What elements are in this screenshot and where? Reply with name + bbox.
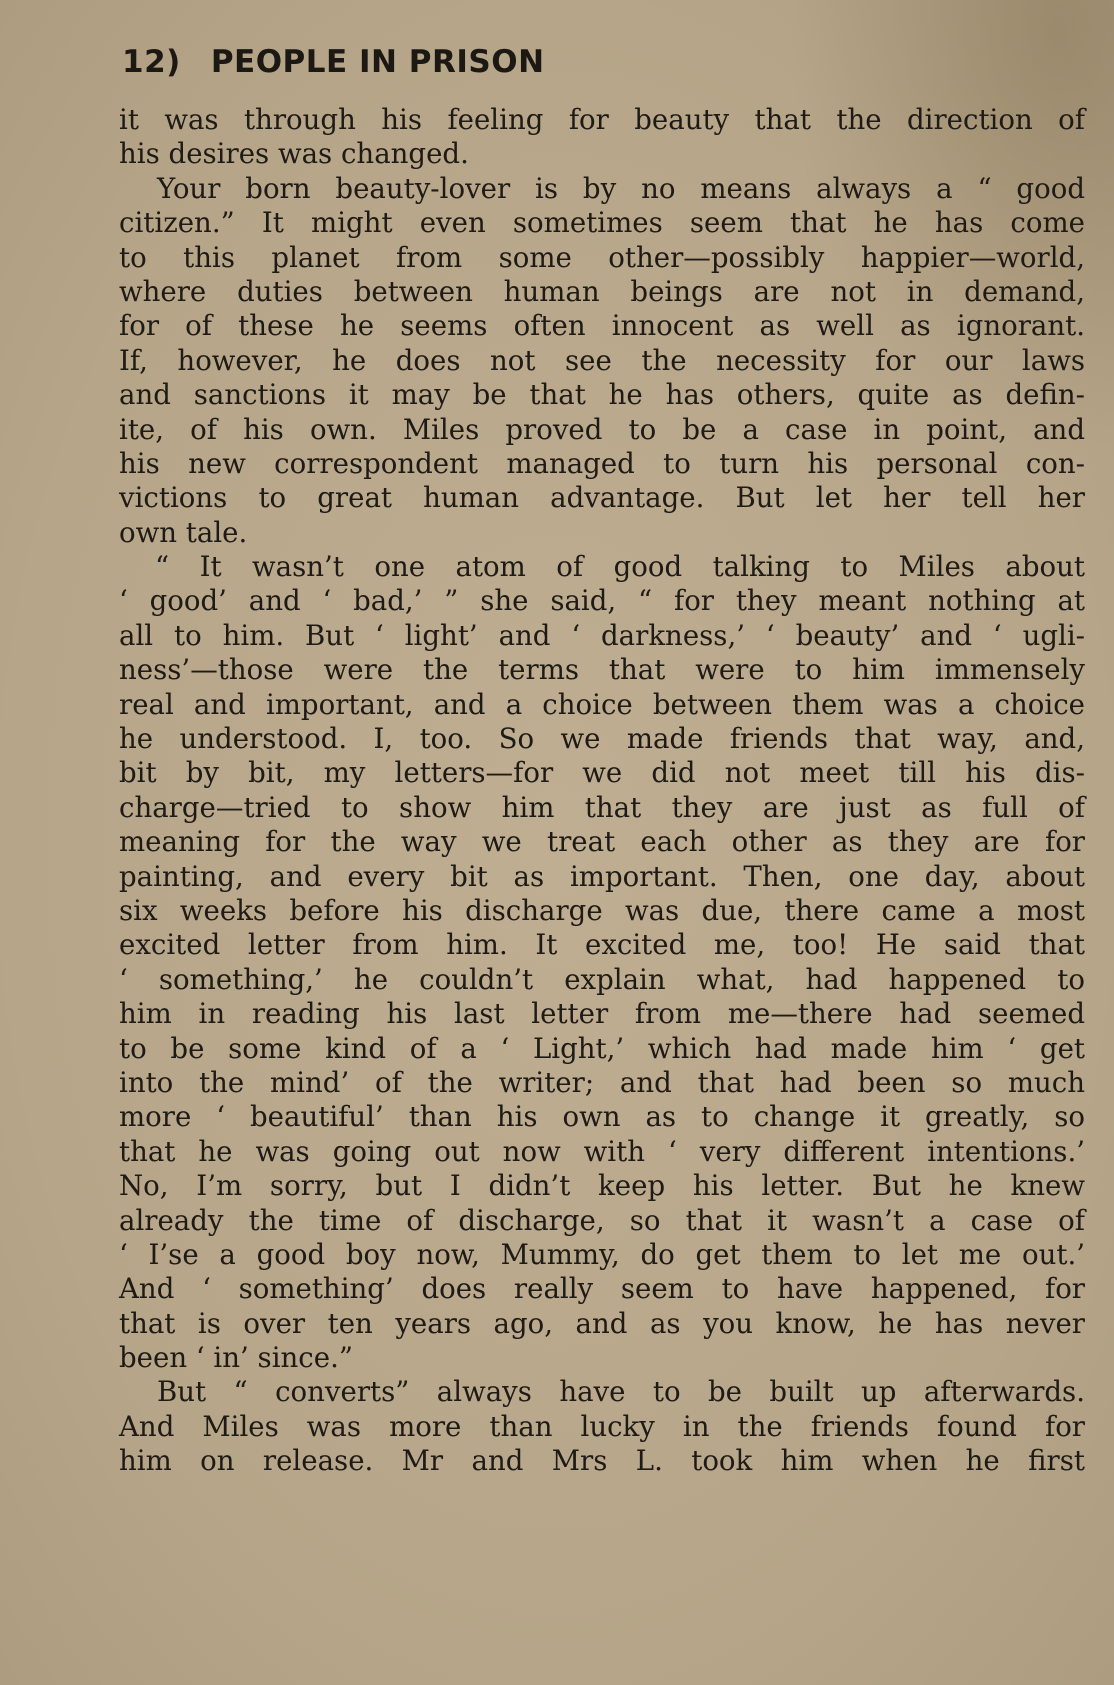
text-line: ‘ I’se a good boy now, Mummy, do get them to let me out.’ xyxy=(119,1237,1085,1271)
text-line: excited letter from him. It excited me, too! He said that xyxy=(119,928,1085,962)
text-line: ite, of his own. Miles proved to be a case in point, and xyxy=(119,412,1085,446)
text-line: him in reading his last letter from me—there had seemed xyxy=(119,997,1085,1031)
page-header xyxy=(122,44,545,80)
text-line: he understood. I, too. So we made friends that way, and, xyxy=(119,722,1085,756)
text-line: real and important, and a choice between them was a choice xyxy=(119,687,1085,721)
text-line: own tale. xyxy=(119,515,248,549)
text-line: him on release. Mr and Mrs L. took him when he first xyxy=(119,1444,1085,1478)
text-line: six weeks before his discharge was due, there came a most xyxy=(119,893,1085,927)
text-line: “ It wasn’t one atom of good talking to Miles about xyxy=(155,550,1085,584)
running-title: PEOPLE IN PRISON xyxy=(210,44,545,80)
text-line: his desires was changed. xyxy=(119,137,469,171)
text-line: charge—tried to show him that they are just as full of xyxy=(119,790,1085,824)
text-line: meaning for the way we treat each other as they are for xyxy=(119,825,1085,859)
text-line: his new correspondent managed to turn his personal con- xyxy=(119,446,1085,480)
text-line: been ‘ in’ since.” xyxy=(119,1341,353,1375)
text-line: ness’—those were the terms that were to him immensely xyxy=(119,653,1085,687)
text-line: that is over ten years ago, and as you know, he has never xyxy=(119,1306,1085,1340)
text-line: and sanctions it may be that he has others, quite as defin- xyxy=(119,378,1085,412)
page-number: 12) xyxy=(122,44,181,80)
text-line: more ‘ beautiful’ than his own as to change it greatly, so xyxy=(119,1100,1085,1134)
text-line: painting, and every bit as important. Then, one day, about xyxy=(119,859,1085,893)
text-line: And Miles was more than lucky in the friends found for xyxy=(119,1409,1085,1443)
text-line: But “ converts” always have to be built up afterwards. xyxy=(157,1375,1085,1409)
text-line: No, I’m sorry, but I didn’t keep his letter. But he knew xyxy=(119,1169,1085,1203)
text-line: ‘ something,’ he couldn’t explain what, had happened to xyxy=(119,962,1085,996)
text-line: into the mind’ of the writer; and that had been so much xyxy=(119,1065,1085,1099)
text-line: Your born beauty-lover is by no means always a “ good xyxy=(157,171,1085,205)
text-line: victions to great human advantage. But let her tell her xyxy=(119,481,1085,515)
text-line: to be some kind of a ‘ Light,’ which had made him ‘ get xyxy=(119,1031,1085,1065)
text-line: If, however, he does not see the necessity for our laws xyxy=(119,343,1085,377)
text-line: that he was going out now with ‘ very different intentions.’ xyxy=(119,1134,1085,1168)
text-line: to this planet from some other—possibly happier—world, xyxy=(119,240,1085,274)
text-line: already the time of discharge, so that it wasn’t a case of xyxy=(119,1203,1085,1237)
text-line: where duties between human beings are not in demand, xyxy=(119,274,1085,308)
text-line: bit by bit, my letters—for we did not meet till his dis- xyxy=(119,756,1085,790)
text-line: And ‘ something’ does really seem to have happened, for xyxy=(119,1272,1085,1306)
text-line: all to him. But ‘ light’ and ‘ darkness,’ ‘ beauty’ and ‘ ugli- xyxy=(119,618,1085,652)
text-line: for of these he seems often innocent as well as ignorant. xyxy=(119,309,1085,343)
text-line: ‘ good’ and ‘ bad,’ ” she said, “ for they meant nothing at xyxy=(119,584,1085,618)
body-text xyxy=(119,103,1085,1479)
text-line: it was through his feeling for beauty that the direction of xyxy=(119,103,1085,136)
text-line: citizen.” It might even sometimes seem that he has come xyxy=(119,206,1085,240)
